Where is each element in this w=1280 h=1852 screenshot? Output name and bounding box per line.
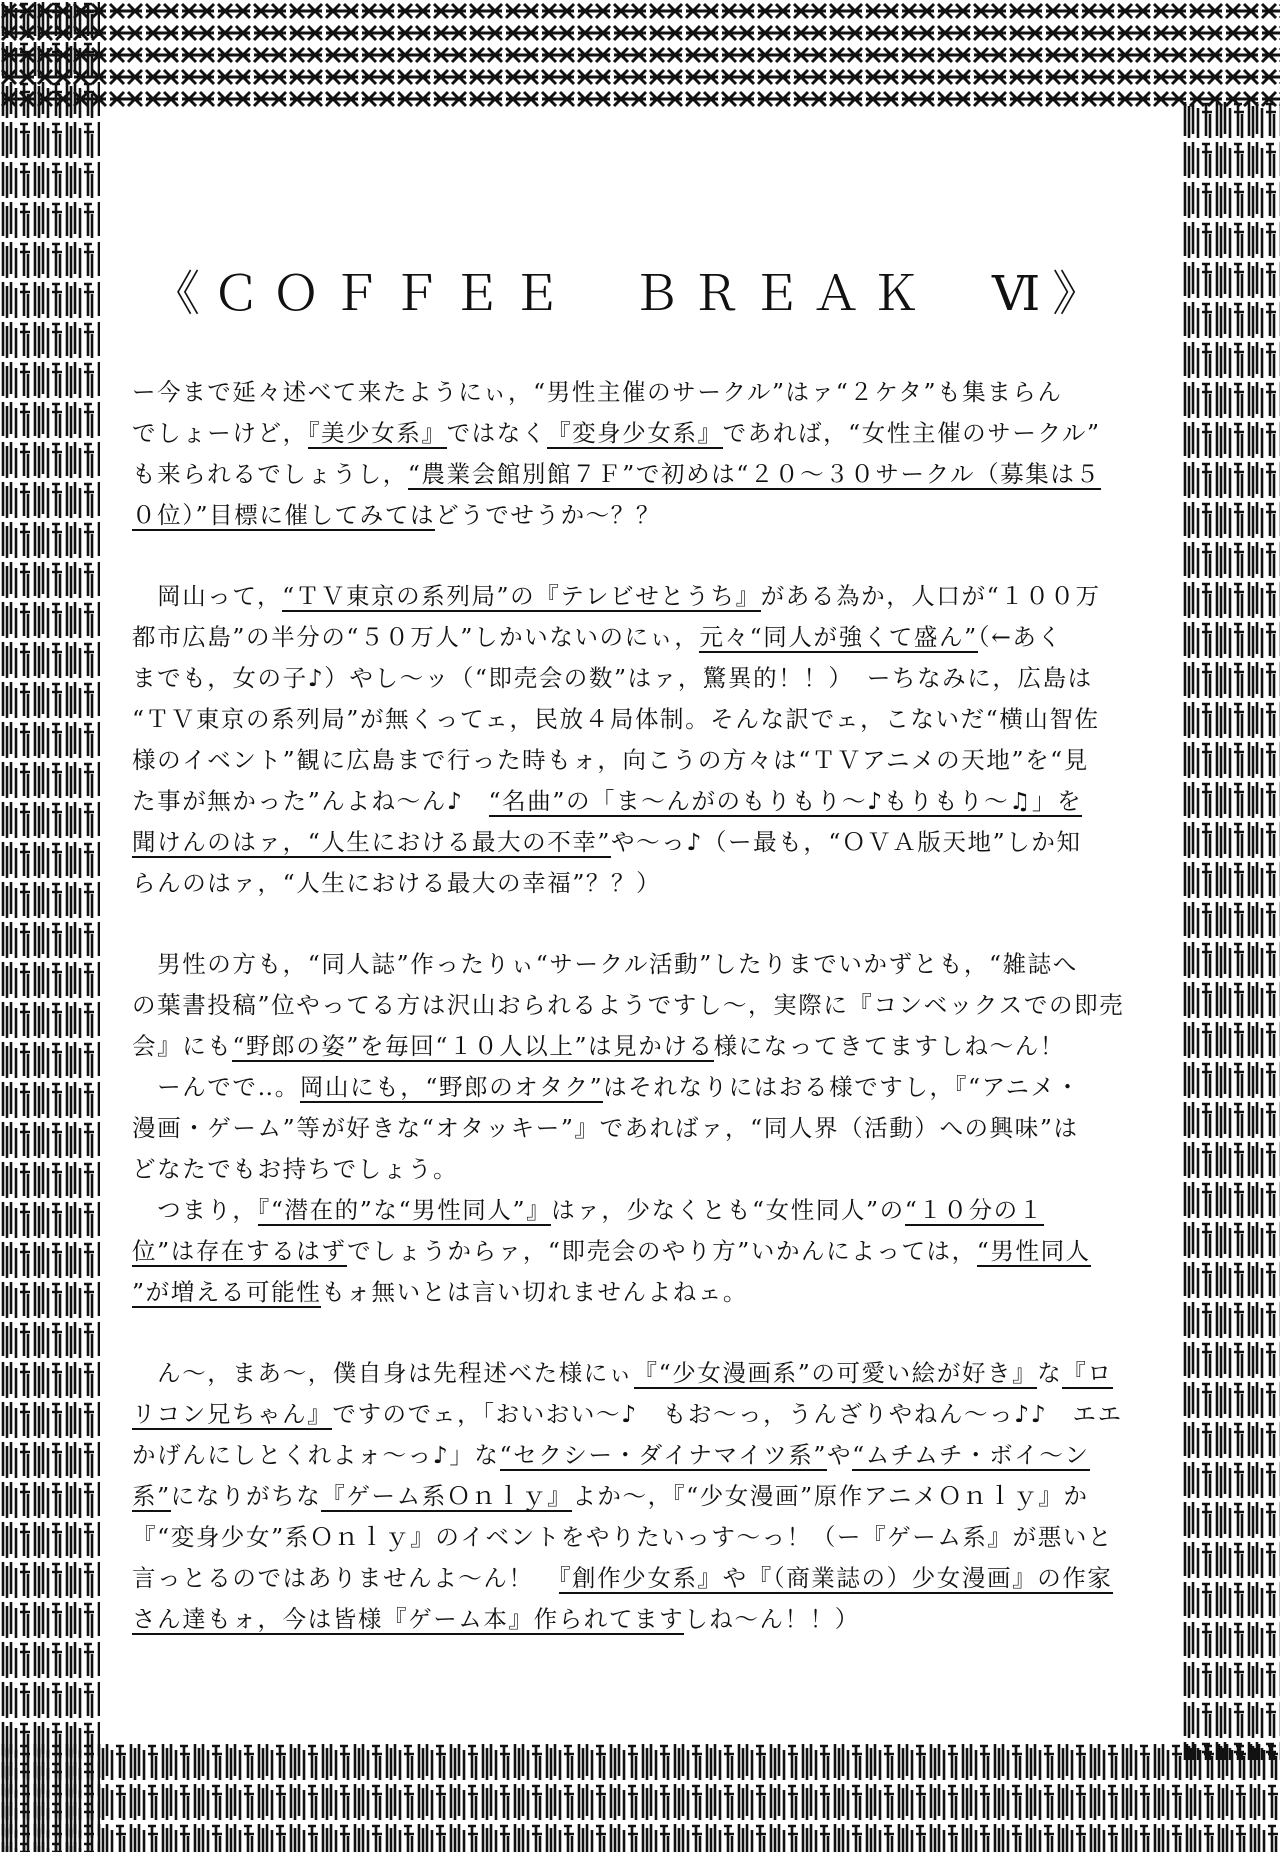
text-segment: ん〜，まあ〜，僕自身は先程述べた様にぃ [132, 1359, 634, 1387]
text-segment: 漫画・ゲーム”等が好きな“オタッキー”』であればァ，“同人界（活動）への興味”は [132, 1114, 1079, 1142]
text-line [132, 985, 1150, 1026]
text-line [132, 1353, 1150, 1394]
text-segment: がある為か，人口が“１００万 [760, 582, 1101, 610]
underlined-text: 『変身少女系』 [546, 419, 723, 447]
text-line [132, 1558, 1150, 1599]
bottom-border-pattern [0, 1742, 1280, 1852]
text-segment: な [1037, 1359, 1063, 1387]
text-line [132, 1599, 1150, 1640]
text-segment: 様のイベント”観に広島まで行った時もォ，向こうの方々は“ＴＶアニメの天地”を“見 [132, 746, 1089, 774]
paragraph [132, 944, 1150, 1313]
underlined-text: 聞けんのはァ，“人生における最大の不幸” [132, 828, 612, 856]
right-border-svg [1182, 100, 1280, 1760]
text-line [132, 658, 1150, 699]
underlined-text: 『“少女漫画系”の可愛い絵が好き』 [633, 1359, 1038, 1387]
underlined-text: “１０分の１ [904, 1196, 1044, 1224]
text-segment: “ＴＶ東京の系列局”が無くってェ，民放４局体制。そんな訳でェ，こないだ“横山智佐 [132, 705, 1100, 733]
text-segment: であれば，“女性主催のサークル” [722, 419, 1101, 447]
paragraph [132, 1353, 1150, 1640]
text-line [132, 822, 1150, 863]
underlined-text: 『“潜在的”な“男性同人”』 [257, 1196, 552, 1224]
text-segment: どうでせうか〜？？ [435, 501, 661, 529]
text-segment: でしょうからァ，“即売会のやり方”いかんによっては， [347, 1237, 977, 1265]
underlined-text: リコン兄ちゃん』 [132, 1400, 333, 1428]
text-segment: はそれなりにはおる様ですし，『“アニメ・ [603, 1073, 1081, 1101]
underlined-text: “セクシー・ダイナマイツ系” [499, 1441, 828, 1469]
text-line [132, 1272, 1150, 1313]
text-segment: らんのはァ，“人生における最大の幸福”？？） [132, 869, 662, 897]
text-segment: つまり， [132, 1196, 258, 1224]
text-line [132, 863, 1150, 904]
text-line [132, 1231, 1150, 1272]
underlined-text: 『ロ [1062, 1359, 1113, 1387]
underlined-text: 『創作少女系』や『（商業誌の）少女漫画』の作家 [558, 1564, 1113, 1592]
text-line [132, 1476, 1150, 1517]
text-segment: や〜っ♪（ー最も，“ＯＶＡ版天地”しか知 [611, 828, 1082, 856]
text-segment: も来られるでしょうし， [132, 460, 408, 488]
text-segment: になりがちな [170, 1482, 322, 1510]
underlined-text: “ＴＶ東京の系列局”の『テレビせとうち』 [282, 582, 761, 610]
text-segment: 言っとるのではありませんよ〜ん！ [132, 1564, 559, 1592]
text-segment: かげんにしとくれよォ〜っ♪」な [132, 1441, 500, 1469]
text-segment: 岡山って， [132, 582, 283, 610]
text-line [132, 1026, 1150, 1067]
underlined-text: ”が増える可能性 [132, 1278, 322, 1306]
text-line [132, 1190, 1150, 1231]
underlined-text: “男性同人 [976, 1237, 1091, 1265]
text-segment: はァ，少なくとも“女性同人”の [551, 1196, 905, 1224]
text-line [132, 495, 1150, 536]
underlined-text: “ムチムチ・ボイ〜ン [852, 1441, 1090, 1469]
text-line [132, 1517, 1150, 1558]
top-border-pattern [0, 0, 1280, 110]
text-line [132, 372, 1150, 413]
text-line [132, 699, 1150, 740]
text-line [132, 413, 1150, 454]
underlined-text: 系” [132, 1482, 171, 1510]
text-line [132, 576, 1150, 617]
text-line [132, 740, 1150, 781]
text-segment: 男性の方も，“同人誌”作ったりぃ“サークル活動”したりまでいかずとも，“雑誌へ [132, 950, 1078, 978]
text-segment: でしょーけど， [132, 419, 308, 447]
text-segment: ーんでで‥。 [132, 1073, 300, 1101]
text-segment: しね〜ん！！） [684, 1605, 860, 1633]
text-segment: までも，女の子♪）やし〜ッ（“即売会の数”はァ，驚異的！！） ーちなみに，広島は [132, 664, 1093, 692]
underlined-text: “野郎の姿”を毎回“１０人以上”は見かける [232, 1032, 714, 1060]
underlined-text: 岡山にも，“野郎のオタク” [299, 1073, 604, 1101]
underlined-text: 『ゲーム系Ｏｎｌｙ』 [321, 1482, 573, 1510]
text-line [132, 1067, 1150, 1108]
text-segment: 会』にも [132, 1032, 233, 1060]
top-border-svg [0, 0, 1280, 110]
text-segment: 都市広島”の半分の“５０万人”しかいないのにぃ， [132, 623, 700, 651]
paragraph [132, 576, 1150, 904]
underlined-text: 『美少女系』 [307, 419, 447, 447]
paragraph [132, 372, 1150, 536]
page-title: 《ＣＯＦＦＥＥ ＢＲＥＡＫ Ⅵ》 [152, 266, 1113, 322]
text-segment: の葉書投稿”位やってる方は沢山おられるようですし〜，実際に『コンベックスでの即売 [132, 991, 1125, 1019]
text-segment: （←あく [977, 623, 1063, 651]
underlined-text: “名曲”の「ま〜んがのもりもり〜♪もりもり〜♫」を [488, 787, 1083, 815]
underlined-text: 元々“同人が強くて盛ん” [699, 623, 978, 651]
text-line [132, 781, 1150, 822]
text-line [132, 1435, 1150, 1476]
underlined-text: さん達もォ，今は皆様『ゲーム本』作られてます [132, 1605, 685, 1633]
text-segment: や [827, 1441, 853, 1469]
article [132, 255, 1150, 1680]
left-border-pattern [0, 0, 100, 1852]
text-line [132, 617, 1150, 658]
text-segment: ですのでェ，「おいおい〜♪ もお〜っ，うんざりやねん〜っ♪♪ エエ [332, 1400, 1123, 1428]
text-segment: どなたでもお持ちでしょう。 [132, 1155, 459, 1183]
text-segment: た事が無かった”んよね〜ん♪ [132, 787, 489, 815]
text-line [132, 944, 1150, 985]
text-segment: もォ無いとは言い切れませんよねェ。 [321, 1278, 749, 1306]
text-line [132, 1108, 1150, 1149]
underlined-text: “農業会館別館７Ｆ”で初めは“２０〜３０サークル（募集は５ [407, 460, 1101, 488]
underlined-text: ０位）”目標に催してみては [132, 501, 436, 529]
text-segment: 『“変身少女”系Ｏｎｌｙ』のイベントをやりたいっす〜っ！（ー『ゲーム系』が悪いと [132, 1523, 1114, 1551]
bottom-border-svg [0, 1742, 1280, 1852]
text-segment: よか〜，『“少女漫画”原作アニメＯｎｌｙ』か [572, 1482, 1089, 1510]
text-segment: 様になってきてますしね〜ん！ [713, 1032, 1065, 1060]
right-border-pattern [1182, 100, 1280, 1760]
text-line [132, 454, 1150, 495]
left-border-svg [0, 0, 100, 1852]
underlined-text: 位”は存在するはず [132, 1237, 348, 1265]
text-line [132, 1149, 1150, 1190]
article-body [132, 372, 1150, 1640]
text-segment: ではなく [446, 419, 547, 447]
text-segment: ー今まで延々述べて来たようにぃ，“男性主催のサークル”はァ“２ケタ”も集まらん [132, 378, 1063, 406]
text-line [132, 1394, 1150, 1435]
